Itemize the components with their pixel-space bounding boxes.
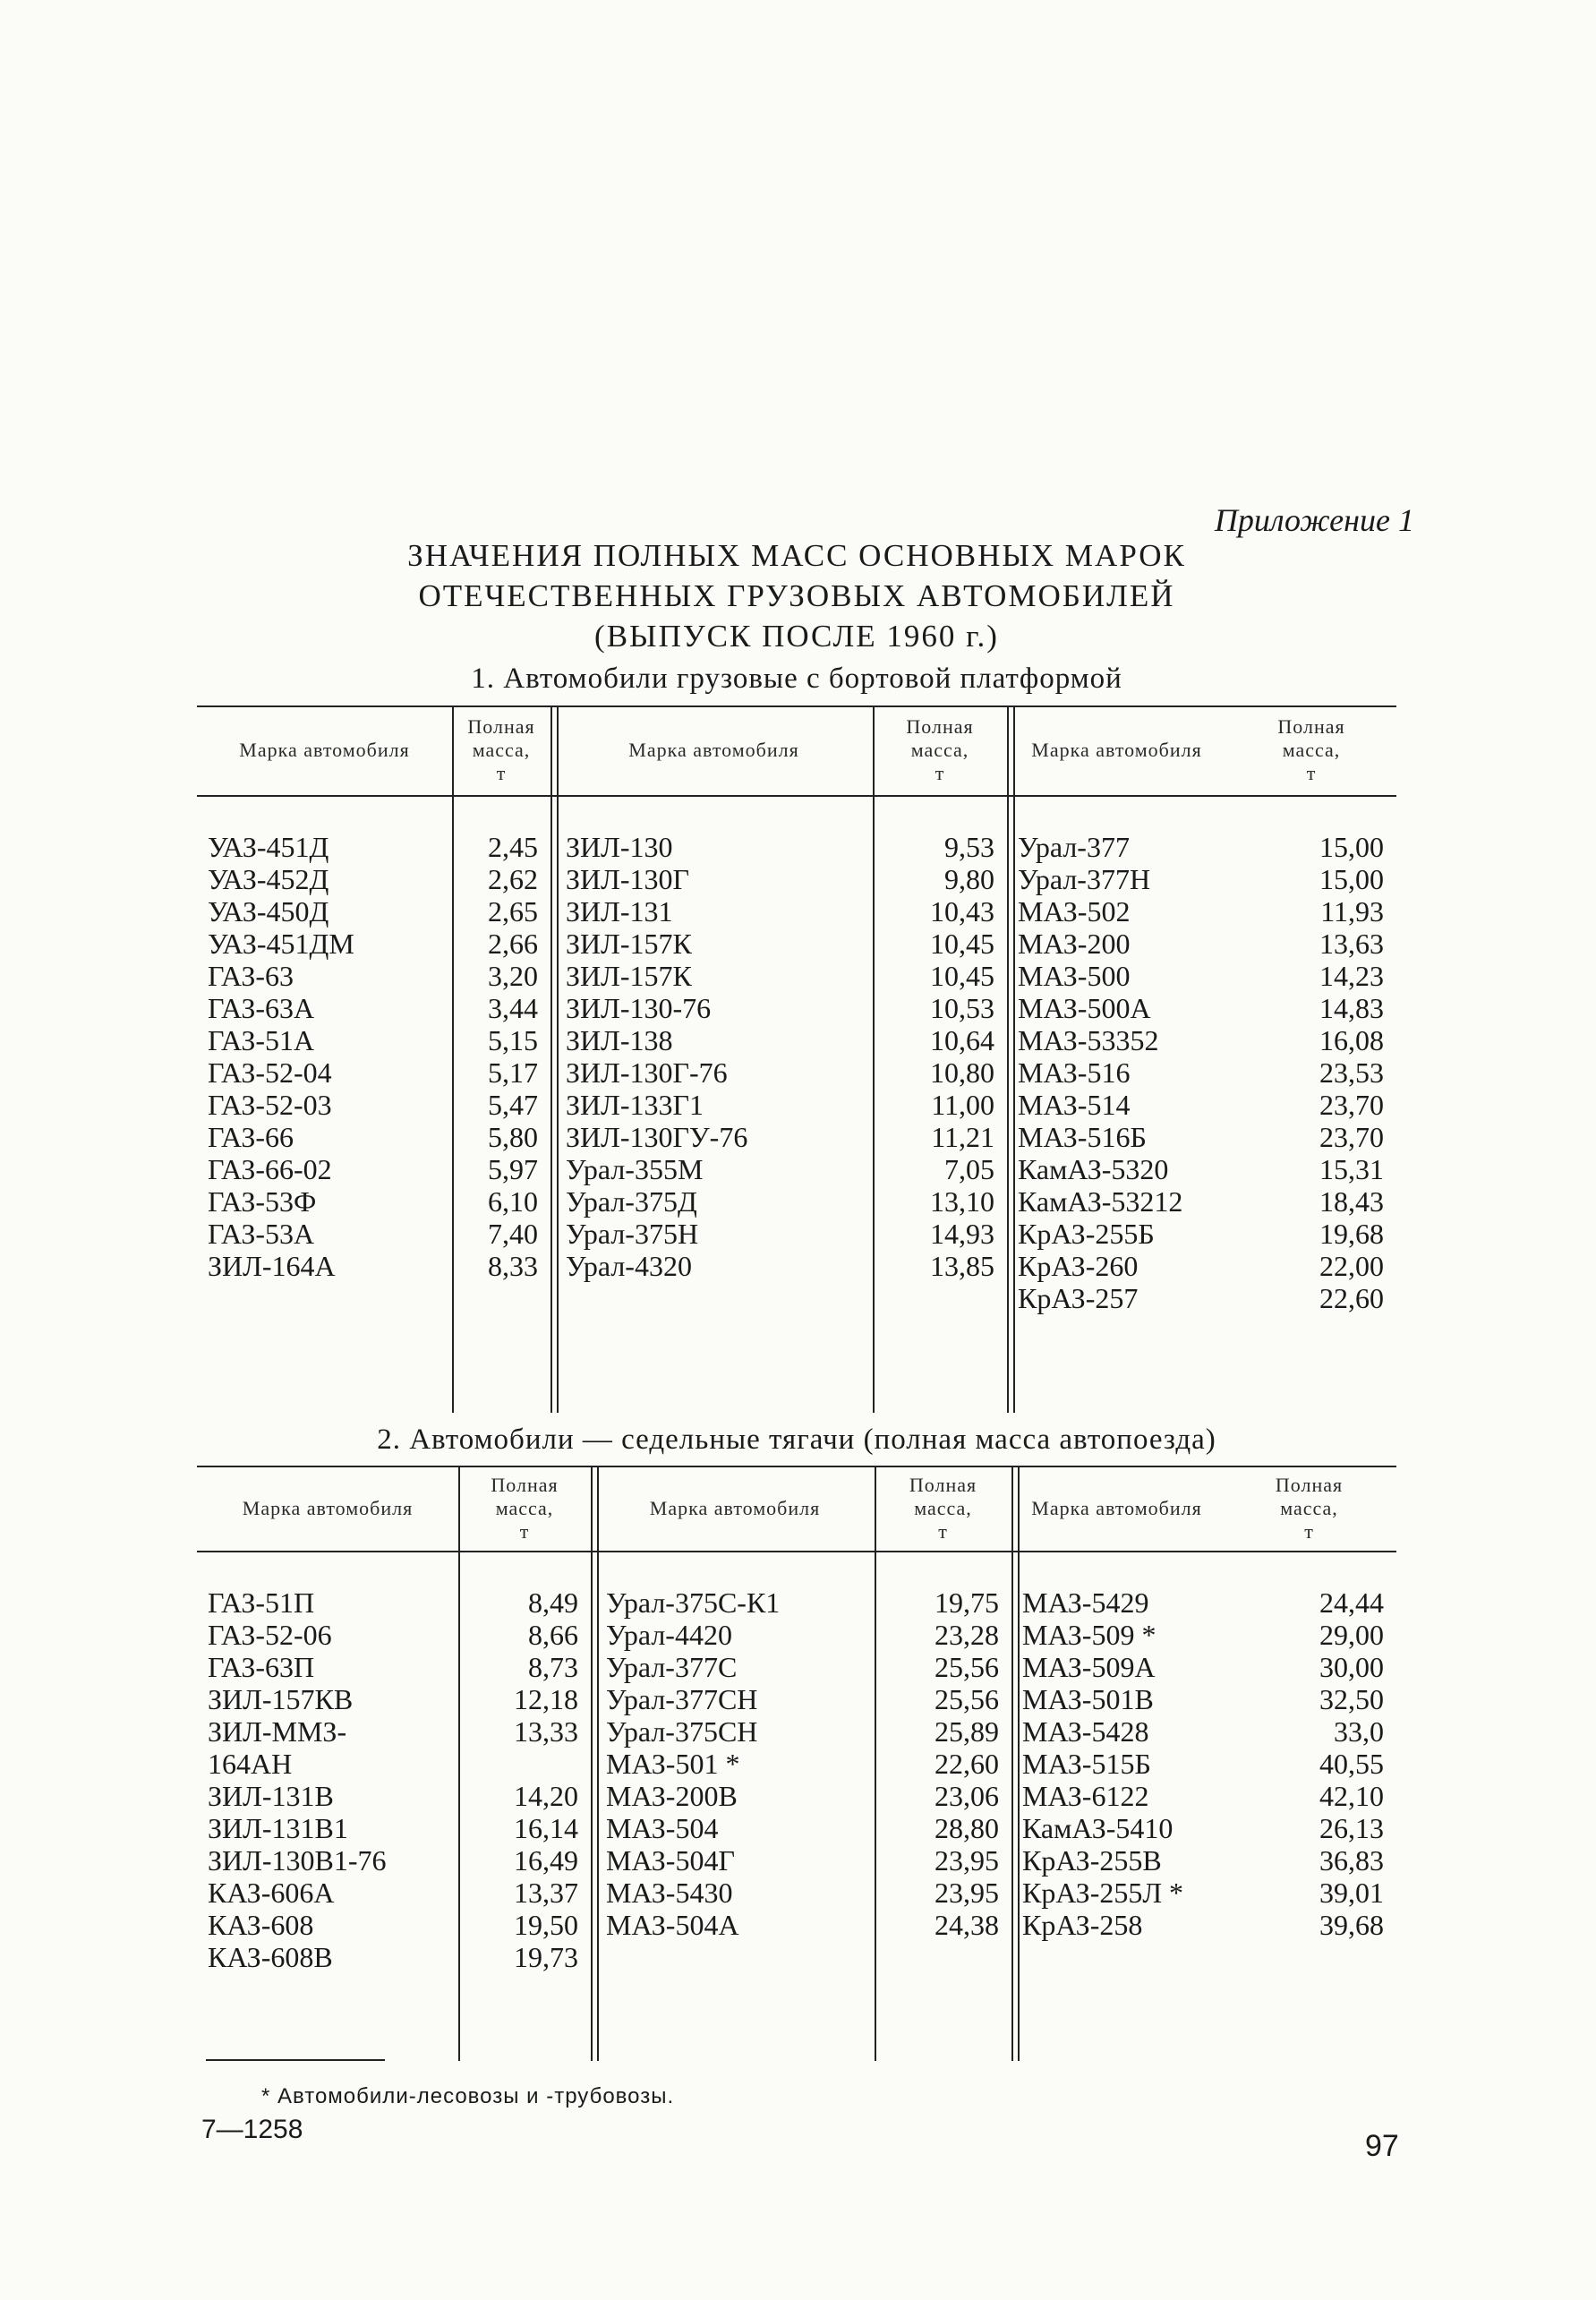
table-column-rule: [550, 705, 552, 1413]
header-mass-line: т: [519, 1519, 530, 1543]
table-header-rule: [197, 1551, 1396, 1552]
model-cell: КАЗ-608: [208, 1909, 314, 1941]
mass-cell: 42,10: [1319, 1780, 1384, 1812]
mass-cell: 8,33: [488, 1250, 538, 1282]
mass-cell: 6,10: [488, 1185, 538, 1218]
model-cell: Урал-377СН: [606, 1683, 758, 1715]
title-line-1: ЗНАЧЕНИЯ ПОЛНЫХ МАСС ОСНОВНЫХ МАРОК: [407, 538, 1186, 573]
model-cell: МАЗ-5430: [606, 1877, 733, 1909]
model-cell: КАЗ-608В: [208, 1941, 333, 1973]
header-mass-line: масса,: [914, 1496, 972, 1519]
model-cell: МАЗ-509А: [1022, 1651, 1156, 1683]
model-cell: КамАЗ-5410: [1022, 1812, 1174, 1844]
model-cell: Урал-355М: [566, 1153, 704, 1185]
model-cell: УАЗ-451ДМ: [208, 928, 354, 960]
mass-cell: 16,14: [514, 1812, 578, 1844]
table-column-rule: [557, 705, 559, 1413]
table-header-rule: [197, 795, 1396, 797]
model-cell: Урал-4320: [566, 1250, 692, 1282]
mass-column: [452, 831, 538, 1282]
mass-cell: 22,60: [1319, 1282, 1384, 1314]
header-mass: [452, 705, 550, 795]
section-1-title: 1. Автомобили грузовые с бортовой платформой: [471, 663, 1122, 695]
mass-cell: 10,45: [930, 928, 994, 960]
model-cell: ЗИЛ-130: [566, 831, 673, 863]
model-cell: ГАЗ-51А: [208, 1024, 315, 1056]
header-model: Марка автомобиля: [1031, 1496, 1202, 1519]
model-cell: МАЗ-516: [1018, 1056, 1131, 1089]
mass-cell: 23,28: [935, 1619, 999, 1651]
mass-column: [875, 1586, 999, 1941]
model-cell: ГАЗ-63: [208, 960, 294, 992]
model-cell: ЗИЛ-131: [566, 895, 673, 928]
mass-cell: 13,63: [1319, 928, 1384, 960]
model-cell: Урал-375С-К1: [606, 1586, 781, 1619]
mass-cell: 2,62: [488, 863, 538, 895]
mass-cell: 25,56: [935, 1651, 999, 1683]
model-cell: КАЗ-606А: [208, 1877, 335, 1909]
mass-cell: 23,95: [935, 1844, 999, 1877]
header-mass-line: Полная: [1275, 1473, 1344, 1496]
header-mass: [875, 1466, 1011, 1551]
mass-cell: 15,00: [1319, 863, 1384, 895]
model-cell: МАЗ-6122: [1022, 1780, 1149, 1812]
mass-cell: 2,66: [488, 928, 538, 960]
appendix-label: Приложение 1: [1214, 502, 1414, 538]
model-cell: УАЗ-450Д: [208, 895, 329, 928]
model-cell: ГАЗ-53Ф: [208, 1185, 317, 1218]
header-mass-line: масса,: [495, 1496, 554, 1519]
header-mass: [1222, 1466, 1396, 1551]
header-mass-line: т: [935, 762, 945, 784]
mass-cell: 5,47: [488, 1089, 538, 1121]
mass-cell: 3,20: [488, 960, 538, 992]
mass-cell: 23,70: [1319, 1089, 1384, 1121]
mass-cell: 12,18: [514, 1683, 578, 1715]
mass-cell: 7,05: [944, 1153, 994, 1185]
mass-cell: 10,64: [930, 1024, 994, 1056]
mass-cell: 3,44: [488, 992, 538, 1024]
model-cell: ЗИЛ-157К: [566, 960, 692, 992]
model-cell: Урал-375Д: [566, 1185, 697, 1218]
mass-cell: 14,23: [1319, 960, 1384, 992]
model-cell: ГАЗ-52-03: [208, 1089, 332, 1121]
table-column-rule: [591, 1466, 593, 2061]
model-column: [1022, 1586, 1183, 1941]
model-cell: МАЗ-501 *: [606, 1748, 740, 1780]
header-mass-line: масса,: [1282, 739, 1341, 761]
model-cell: ЗИЛ-130ГУ-76: [566, 1121, 748, 1153]
model-cell: Урал-377С: [606, 1651, 738, 1683]
model-cell: МАЗ-500А: [1018, 992, 1151, 1024]
model-cell: МАЗ-509 *: [1022, 1619, 1156, 1651]
mass-cell: 36,83: [1319, 1844, 1384, 1877]
mass-cell: 33,0: [1334, 1715, 1384, 1748]
header-model: Марка автомобиля: [649, 1496, 821, 1519]
page-title: [197, 535, 1396, 656]
table-column-rule: [1007, 705, 1009, 1413]
mass-cell: 8,66: [528, 1619, 578, 1651]
model-cell: Урал-375СН: [606, 1715, 758, 1748]
mass-cell: 10,43: [930, 895, 994, 928]
mass-cell: 11,21: [931, 1121, 994, 1153]
header-mass-line: Полная: [909, 1473, 977, 1496]
model-cell: МАЗ-5429: [1022, 1586, 1149, 1619]
model-cell: МАЗ-53352: [1018, 1024, 1159, 1056]
model-cell: Урал-377: [1018, 831, 1130, 863]
model-cell: ЗИЛ-130Г: [566, 863, 689, 895]
mass-cell: 13,37: [514, 1877, 578, 1909]
page-number: 97: [1365, 2129, 1399, 2163]
model-cell: ЗИЛ-157КВ: [208, 1683, 354, 1715]
mass-cell: 5,15: [488, 1024, 538, 1056]
mass-cell: 28,80: [935, 1812, 999, 1844]
header-mass-line: т: [938, 1519, 948, 1543]
model-cell: ГАЗ-53А: [208, 1218, 315, 1250]
mass-column: [458, 1586, 578, 1973]
model-cell: КамАЗ-53212: [1018, 1185, 1183, 1218]
mass-cell: 24,44: [1319, 1586, 1384, 1619]
title-line-3: (ВЫПУСК ПОСЛЕ 1960 г.): [594, 619, 999, 654]
mass-cell: 14,93: [930, 1218, 994, 1250]
model-cell: МАЗ-514: [1018, 1089, 1131, 1121]
model-cell: ГАЗ-51П: [208, 1586, 315, 1619]
mass-cell: 10,80: [930, 1056, 994, 1089]
table-flatbed-trucks: [197, 705, 1396, 1413]
header-mass: [458, 1466, 591, 1551]
mass-cell: 25,89: [935, 1715, 999, 1748]
model-column: [606, 1586, 780, 1941]
model-cell: ЗИЛ-130В1-76: [208, 1844, 387, 1877]
mass-cell: 39,68: [1319, 1909, 1384, 1941]
header-model: Марка автомобиля: [1031, 739, 1202, 761]
model-cell: ЗИЛ-164А: [208, 1250, 336, 1282]
model-cell: ГАЗ-52-04: [208, 1056, 332, 1089]
mass-cell: 9,53: [944, 831, 994, 863]
mass-cell: 25,56: [935, 1683, 999, 1715]
header-mass-line: масса,: [910, 739, 969, 761]
mass-cell: 5,80: [488, 1121, 538, 1153]
model-cell: ЗИЛ-138: [566, 1024, 673, 1056]
model-cell: МАЗ-502: [1018, 895, 1131, 928]
footnote-rule: [206, 2059, 385, 2061]
mass-cell: 13,10: [930, 1185, 994, 1218]
header-mass-line: масса,: [1280, 1496, 1338, 1519]
mass-cell: 30,00: [1319, 1651, 1384, 1683]
model-cell: МАЗ-200В: [606, 1780, 738, 1812]
model-cell: Урал-375Н: [566, 1218, 699, 1250]
header-mass-line: Полная: [491, 1473, 559, 1496]
header-model: Марка автомобиля: [239, 739, 410, 761]
mass-cell: 23,06: [935, 1780, 999, 1812]
section-2-title: 2. Автомобили — седельные тягачи (полная масса автопоезда): [377, 1424, 1216, 1456]
mass-cell: 11,00: [931, 1089, 994, 1121]
model-column: [1018, 831, 1182, 1314]
title-line-2: ОТЕЧЕСТВЕННЫХ ГРУЗОВЫХ АВТОМОБИЛЕЙ: [418, 578, 1175, 613]
mass-column: [873, 831, 994, 1282]
model-cell: МАЗ-500: [1018, 960, 1131, 992]
mass-cell: 16,49: [514, 1844, 578, 1877]
mass-cell: 26,13: [1319, 1812, 1384, 1844]
model-cell: МАЗ-501В: [1022, 1683, 1154, 1715]
mass-cell: 24,38: [935, 1909, 999, 1941]
mass-cell: 5,97: [488, 1153, 538, 1185]
mass-cell: 14,83: [1319, 992, 1384, 1024]
header-mass: [873, 705, 1007, 795]
mass-cell: 39,01: [1319, 1877, 1384, 1909]
model-cell: ГАЗ-66-02: [208, 1153, 332, 1185]
mass-cell: 5,17: [488, 1056, 538, 1089]
header-mass-line: т: [1304, 1519, 1314, 1543]
model-cell: МАЗ-504Г: [606, 1844, 735, 1877]
mass-cell: 13,85: [930, 1250, 994, 1282]
model-cell: МАЗ-504: [606, 1812, 719, 1844]
header-model: Марка автомобиля: [628, 739, 799, 761]
mass-cell: 2,65: [488, 895, 538, 928]
model-cell: ГАЗ-52-06: [208, 1619, 332, 1651]
model-cell: МАЗ-200: [1018, 928, 1131, 960]
mass-cell: 32,50: [1319, 1683, 1384, 1715]
model-column: [208, 831, 354, 1282]
model-cell: ЗИЛ-ММЗ-: [208, 1715, 347, 1748]
footnote: * Автомобили-лесовозы и -трубовозы.: [261, 2084, 675, 2108]
model-cell: КрАЗ-260: [1018, 1250, 1139, 1282]
model-cell: Урал-377Н: [1018, 863, 1151, 895]
mass-cell: 22,60: [935, 1748, 999, 1780]
mass-cell: 11,93: [1320, 895, 1384, 928]
table-column-rule: [1013, 705, 1015, 1413]
mass-cell: 15,00: [1319, 831, 1384, 863]
header-mass-line: Полная: [1277, 715, 1345, 738]
model-column: [566, 831, 747, 1282]
mass-cell: [458, 1748, 578, 1780]
model-cell: КрАЗ-258: [1022, 1909, 1143, 1941]
mass-cell: 19,75: [935, 1586, 999, 1619]
model-cell: УАЗ-452Д: [208, 863, 329, 895]
mass-cell: 19,73: [514, 1941, 578, 1973]
mass-cell: 10,45: [930, 960, 994, 992]
model-cell: ГАЗ-66: [208, 1121, 294, 1153]
printer-signature: 7—1258: [201, 2115, 303, 2144]
mass-cell: 23,70: [1319, 1121, 1384, 1153]
mass-cell: 9,80: [944, 863, 994, 895]
mass-cell: 10,53: [930, 992, 994, 1024]
mass-cell: 22,00: [1319, 1250, 1384, 1282]
table-column-rule: [597, 1466, 599, 2061]
mass-column: [1222, 1586, 1384, 1941]
model-cell: Урал-4420: [606, 1619, 732, 1651]
model-cell: ЗИЛ-130-76: [566, 992, 712, 1024]
model-cell: КрАЗ-257: [1018, 1282, 1139, 1314]
mass-cell: 18,43: [1319, 1185, 1384, 1218]
model-cell: МАЗ-5428: [1022, 1715, 1149, 1748]
mass-cell: 29,00: [1319, 1619, 1384, 1651]
table-column-rule: [1011, 1466, 1013, 2061]
mass-cell: 8,73: [528, 1651, 578, 1683]
mass-cell: 16,08: [1319, 1024, 1384, 1056]
mass-cell: 14,20: [514, 1780, 578, 1812]
model-cell: УАЗ-451Д: [208, 831, 329, 863]
header-mass-line: Полная: [467, 715, 535, 738]
model-cell: КрАЗ-255Б: [1018, 1218, 1155, 1250]
mass-cell: 23,95: [935, 1877, 999, 1909]
mass-cell: 13,33: [514, 1715, 578, 1748]
model-cell: КрАЗ-255В: [1022, 1844, 1162, 1877]
model-cell: ЗИЛ-133Г1: [566, 1089, 704, 1121]
header-mass-line: Полная: [906, 715, 974, 738]
header-mass-line: т: [496, 762, 507, 784]
model-cell: КрАЗ-255Л *: [1022, 1877, 1184, 1909]
model-cell: ЗИЛ-130Г-76: [566, 1056, 728, 1089]
mass-cell: 19,68: [1319, 1218, 1384, 1250]
model-cell: ЗИЛ-131В1: [208, 1812, 348, 1844]
mass-cell: 15,31: [1319, 1153, 1384, 1185]
mass-cell: 19,50: [514, 1909, 578, 1941]
model-cell: МАЗ-504А: [606, 1909, 739, 1941]
mass-column: [1226, 831, 1384, 1314]
model-cell: ЗИЛ-157К: [566, 928, 692, 960]
mass-cell: 8,49: [528, 1586, 578, 1619]
table-tractor-units: [197, 1466, 1396, 2061]
table-column-rule: [1018, 1466, 1020, 2061]
mass-cell: 7,40: [488, 1218, 538, 1250]
header-mass: [1226, 705, 1396, 795]
model-cell: КамАЗ-5320: [1018, 1153, 1169, 1185]
model-cell: МАЗ-516Б: [1018, 1121, 1147, 1153]
header-mass-line: т: [1306, 762, 1317, 784]
model-cell: ГАЗ-63П: [208, 1651, 315, 1683]
model-cell: ЗИЛ-131В: [208, 1780, 334, 1812]
mass-cell: 2,45: [488, 831, 538, 863]
header-mass-line: масса,: [472, 739, 531, 761]
mass-cell: 23,53: [1319, 1056, 1384, 1089]
model-cell: ГАЗ-63А: [208, 992, 315, 1024]
model-cell: МАЗ-515Б: [1022, 1748, 1151, 1780]
model-column: [208, 1586, 387, 1973]
mass-cell: 40,55: [1319, 1748, 1384, 1780]
header-model: Марка автомобиля: [242, 1496, 414, 1519]
model-cell: 164АН: [208, 1748, 293, 1780]
